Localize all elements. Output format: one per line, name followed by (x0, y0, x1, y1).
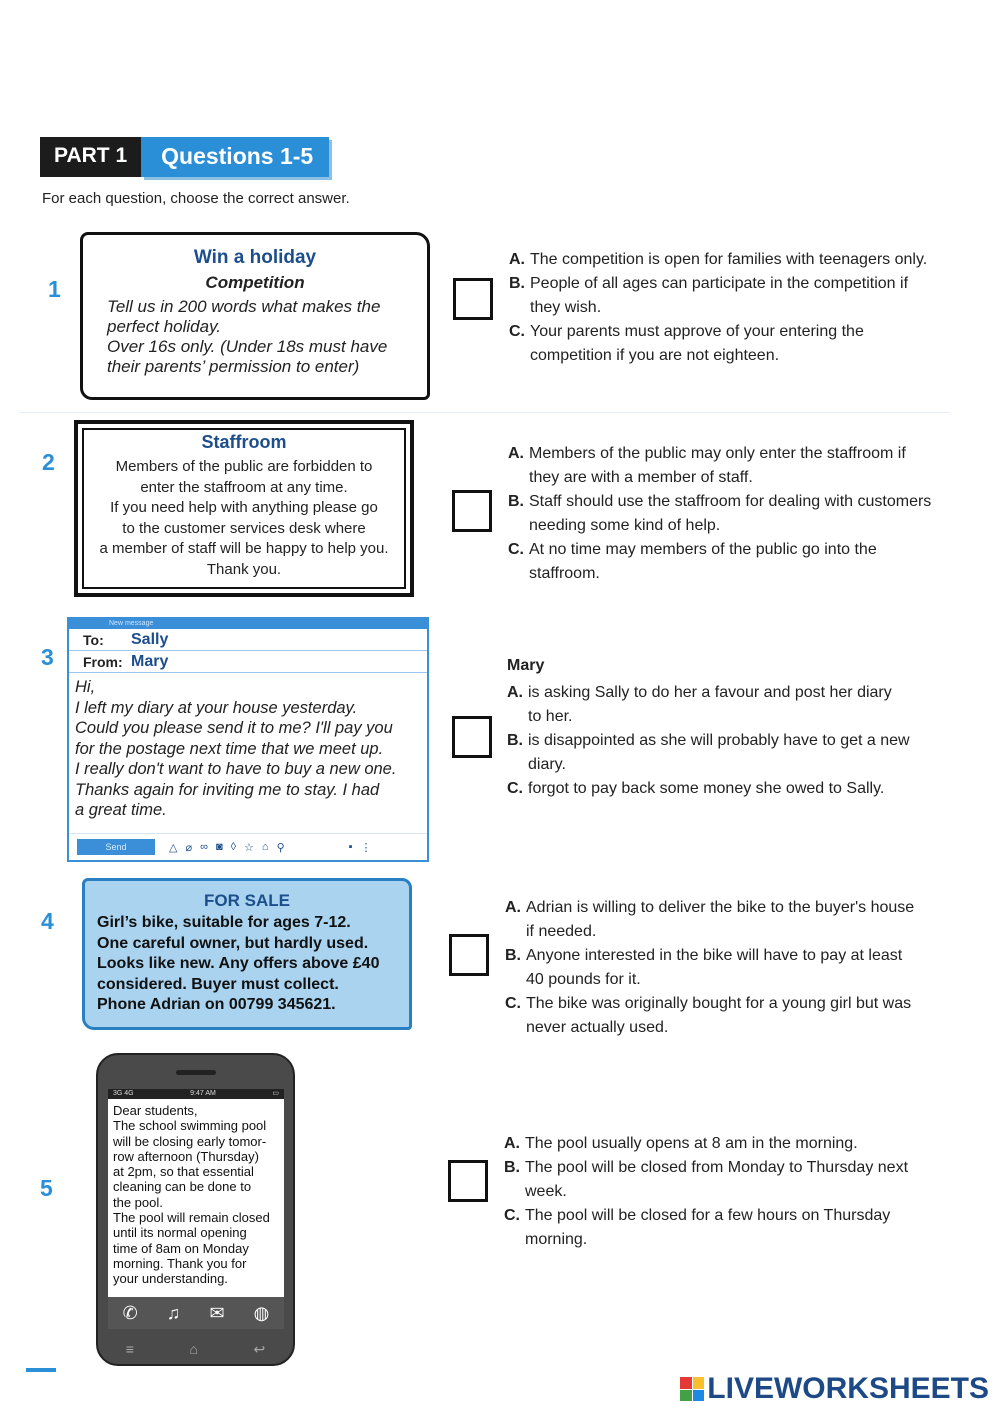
music-icon: ♫ (166, 1302, 181, 1323)
notice-line: their parents’ permission to enter) (107, 357, 360, 376)
instruction: For each question, choose the correct answer. (42, 190, 350, 207)
question-number-2: 2 (42, 449, 55, 475)
phone-message: Dear students, The school swimming pool will be closing early tomor- row afternoon (Thursday) at 2pm, so that essential cleaning can be done to the pool. The pool will remain closed until its normal opening time of 8am on Monday morning. Thank you for your understanding. (113, 1103, 270, 1287)
part-label: PART 1 (40, 137, 141, 177)
email-title-bar: New message (69, 619, 427, 629)
option-b: B. People of all ages can participate in the competition if they wish. (509, 275, 909, 316)
question-number-5: 5 (40, 1175, 53, 1201)
question-number-3: 3 (41, 644, 54, 670)
option-a: A. The pool usually opens at 8 am in the morning. (504, 1135, 858, 1152)
phone-call-icon: ✆ (122, 1302, 138, 1323)
star-icon: ☆ (244, 841, 254, 854)
notice-line: Over 16s only. (Under 18s must have (107, 337, 388, 356)
answer-box-5[interactable] (448, 1160, 488, 1202)
notice-line: to the customer services desk where (122, 519, 366, 537)
phone-device (96, 1053, 295, 1366)
link-icon: ∞ (200, 841, 208, 853)
notice-title: Staffroom (201, 432, 287, 452)
send-button[interactable]: Send (77, 839, 155, 855)
answer-box-2[interactable] (452, 490, 492, 532)
email-body: Hi, I left my diary at your house yesterday. Could you please send it to me? I'll pay you for the postage next time that we meet up. I really don't want to have to buy a new one. Thanks again for inviting me to stay. I had a great time. (75, 678, 397, 819)
notice-subtitle: Competition (205, 273, 305, 292)
options-q2 (508, 442, 948, 586)
camera-icon: ◙ (215, 841, 223, 853)
brand-text: LIVEWORKSHEETS (707, 1372, 989, 1405)
status-bar: 3G 4G 9:47 AM ▭ (108, 1089, 284, 1099)
answer-box-4[interactable] (449, 934, 489, 976)
notice-body (84, 457, 404, 580)
option-c: C. At no time may members of the public go into the staffroom. (508, 541, 877, 582)
notice-line: enter the staffroom at any time. (140, 478, 348, 496)
more-icon: ⋮ (360, 841, 372, 854)
notice-title: FOR SALE (204, 891, 290, 910)
question-number-1: 1 (48, 276, 61, 302)
option-b: B. is disappointed as she will probably have to get a new diary. (507, 732, 910, 773)
attach-icon: ⌀ (185, 841, 193, 854)
email-window (67, 617, 429, 862)
option-b: B. Anyone interested in the bike will have to pay at least 40 pounds for it. (505, 947, 903, 988)
notice-for-sale (82, 878, 412, 1030)
questions-label: Questions 1-5 (141, 137, 329, 177)
phone-dock (108, 1297, 284, 1329)
email-from-row: From: Mary (69, 651, 427, 673)
notice-line: perfect holiday. (107, 317, 222, 336)
option-a: A. The competition is open for families with teenagers only. (509, 251, 928, 268)
home-icon: ⌂ (261, 841, 269, 853)
notice-body: Girl’s bike, suitable for ages 7-12. One careful owner, but hardly used. Looks like new. Any offers above £40 considered. Buyer must collect. Phone Adrian on 00799 345621. (97, 914, 380, 1013)
liveworksheets-logo (680, 1372, 989, 1406)
notice-staffroom (74, 420, 414, 597)
format-icon: △ (169, 841, 178, 854)
home-icon: ⌂ (189, 1341, 198, 1357)
options-q3 (507, 681, 947, 801)
notice-line: a member of staff will be happy to help you. (99, 540, 389, 557)
option-c: C. The bike was originally bought for a young girl but was never actually used. (505, 995, 912, 1036)
option-b: B. The pool will be closed from Monday to Thursday next week. (504, 1159, 909, 1200)
phone-nav (98, 1341, 293, 1358)
notice-line: Members of the public are forbidden to (115, 458, 373, 475)
part-header (40, 137, 329, 177)
options-q1 (509, 248, 949, 368)
phone-screen (108, 1089, 284, 1329)
option-a: A. Adrian is willing to deliver the bike to the buyer's house if needed. (505, 899, 915, 940)
option-a: A. Members of the public may only enter the staffroom if they are with a member of staff. (508, 445, 906, 486)
trash-icon: ▪ (348, 841, 353, 853)
answer-box-1[interactable] (453, 278, 493, 320)
page-mark (26, 1368, 56, 1372)
email-toolbar (69, 833, 427, 860)
search-icon: ⚲ (276, 841, 285, 854)
option-c: C. The pool will be closed for a few hours on Thursday morning. (504, 1207, 891, 1248)
menu-icon: ≡ (125, 1341, 134, 1357)
option-a: A. is asking Sally to do her a favour and post her diary to her. (507, 684, 892, 725)
question-number-4: 4 (41, 908, 54, 934)
mail-icon: ✉ (209, 1302, 225, 1323)
answer-box-3[interactable] (452, 716, 492, 758)
notice-body (83, 293, 427, 377)
notice-line: If you need help with anything please go (110, 499, 378, 516)
back-icon: ↩ (253, 1341, 266, 1357)
notice-title: Win a holiday (193, 247, 317, 268)
liveworksheets-logo-icon (680, 1377, 704, 1401)
option-b: B. Staff should use the staffroom for dealing with customers needing some kind of help. (508, 493, 932, 534)
option-c: C. forgot to pay back some money she owed to Sally. (507, 780, 885, 797)
location-icon: ◊ (230, 841, 237, 853)
globe-icon: ◍ (253, 1302, 270, 1323)
notice-win-holiday (80, 232, 430, 400)
options-q5 (504, 1132, 944, 1252)
speaker-label: Mary (507, 657, 545, 674)
email-to-row: To: Sally (69, 629, 427, 651)
option-c: C. Your parents must approve of your entering the competition if you are not eighteen. (509, 323, 864, 364)
notice-line: Tell us in 200 words what makes the (107, 297, 381, 316)
phone-speaker (176, 1070, 216, 1075)
divider (20, 412, 950, 413)
options-q4 (505, 896, 945, 1040)
notice-line: Thank you. (206, 560, 282, 578)
